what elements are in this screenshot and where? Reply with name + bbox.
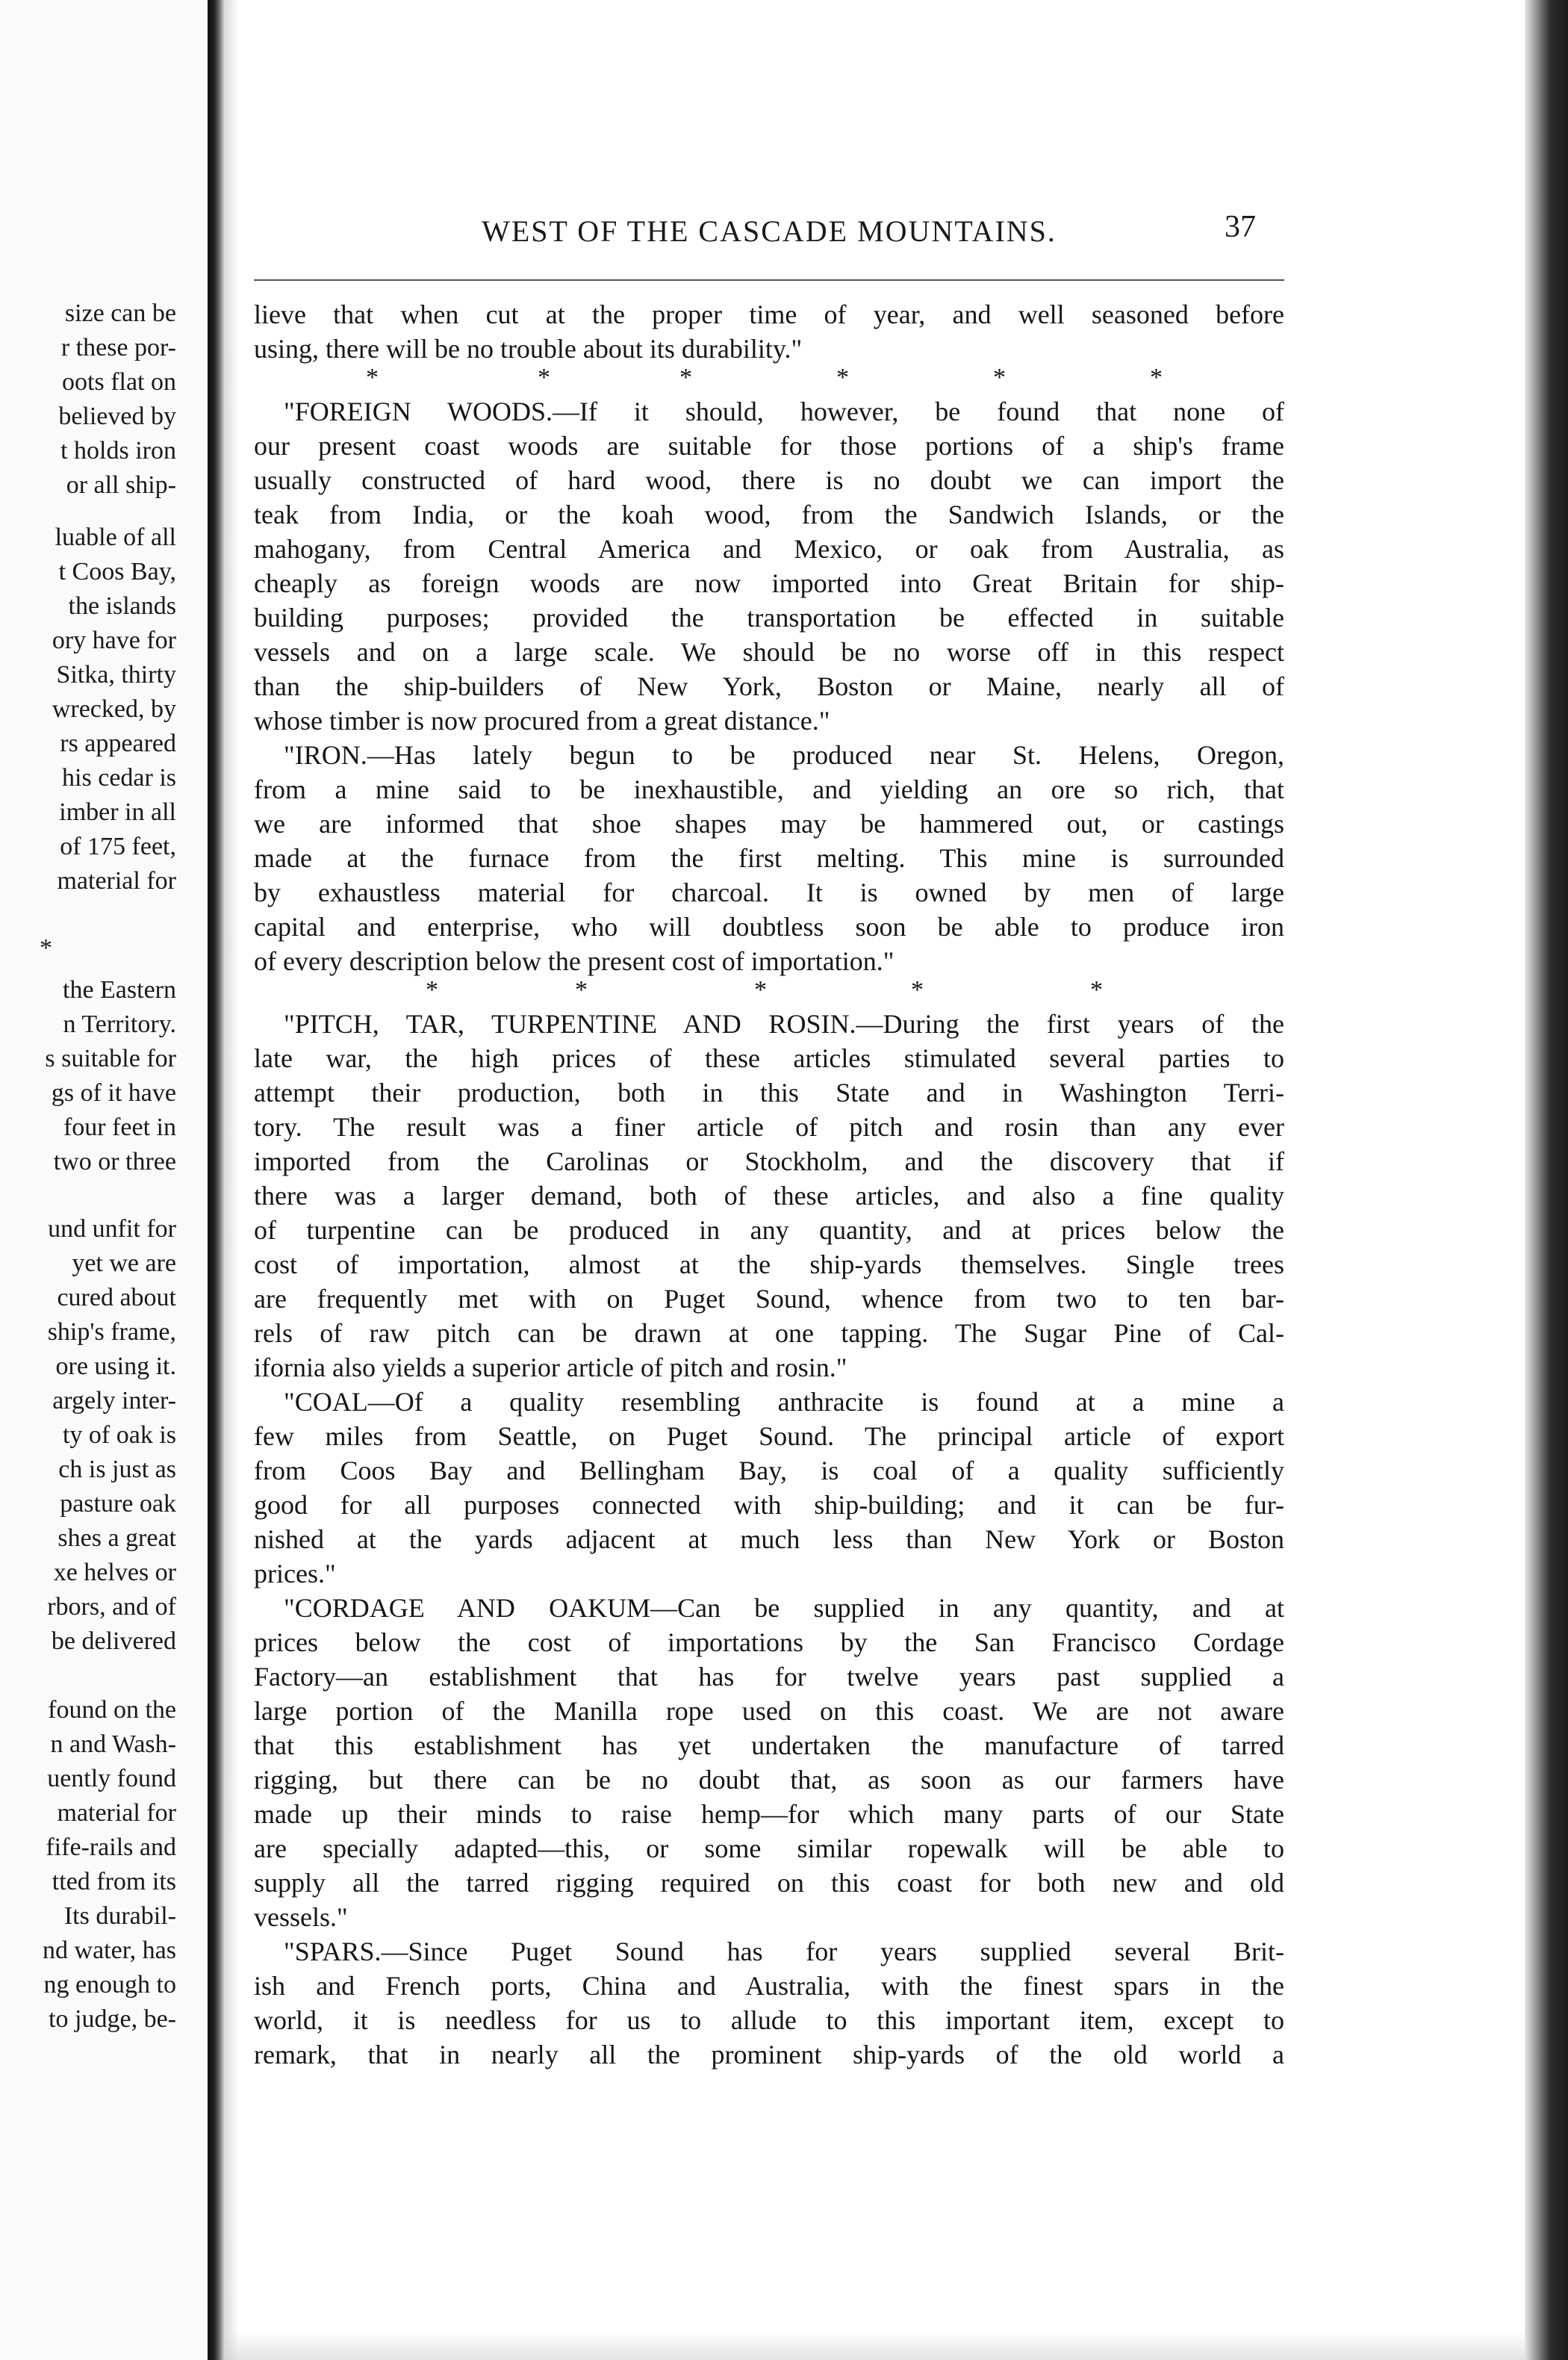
page-edge (1525, 0, 1568, 2360)
text-line: good for all purposes connected with ship-building; and it can be fur- (254, 1490, 1284, 1520)
facing-page-line: nd water, has (43, 1937, 176, 1964)
facing-page-line: or all ship- (66, 471, 176, 499)
running-head: WEST OF THE CASCADE MOUNTAINS. (482, 214, 1057, 248)
facing-page-line: uently found (47, 1765, 176, 1792)
asterisk-glyph: * (754, 976, 767, 1004)
facing-page-line: imber in all (59, 798, 176, 826)
text-line: remark, that in nearly all the prominent ship-yards of the old world a (254, 2040, 1284, 2069)
text-line: "CORDAGE AND OAKUM—Can be supplied in any quantity, and at (284, 1593, 1284, 1623)
text-line: cost of importation, almost at the ship-yards themselves. Single trees (254, 1249, 1284, 1279)
facing-page-line: shes a great (57, 1524, 176, 1552)
text-line: rels of raw pitch can be drawn at one tapping. The Sugar Pine of Cal- (254, 1318, 1284, 1348)
text-line: nished at the yards adjacent at much less than New York or Boston (254, 1524, 1284, 1554)
text-line: tory. The result was a finer article of pitch and rosin than any ever (254, 1112, 1284, 1142)
text-line: supply all the tarred rigging required on this coast for both new and old (254, 1868, 1284, 1898)
facing-page-line: tted from its (52, 1868, 176, 1895)
facing-page-line: ory have for (52, 627, 176, 654)
text-line: of turpentine can be produced in any quantity, and at prices below the (254, 1215, 1284, 1245)
asterisk-glyph: * (366, 364, 379, 391)
text-line: prices below the cost of importations by the San Francisco Cordage (254, 1627, 1284, 1657)
text-line: vessels." (254, 1902, 348, 1932)
facing-page-line: cured about (57, 1284, 176, 1311)
text-line: ifornia also yields a superior article of pitch and rosin." (254, 1353, 847, 1382)
text-line: rigging, but there can be no doubt that, as soon as our farmers have (254, 1765, 1284, 1795)
text-line: there was a larger demand, both of these articles, and also a fine quality (254, 1181, 1284, 1211)
facing-page-line: his cedar is (62, 764, 176, 792)
text-line: late war, the high prices of these articles stimulated several parties to (254, 1043, 1284, 1073)
page-number: 37 (1225, 210, 1256, 244)
facing-page-line: r these por- (60, 334, 176, 361)
asterisk-divider (254, 363, 1284, 393)
asterisk-glyph: * (1090, 976, 1103, 1004)
facing-page-line: pasture oak (60, 1490, 176, 1518)
text-line: "IRON.—Has lately begun to be produced near St. Helens, Oregon, (284, 740, 1284, 770)
facing-page-line: four feet in (63, 1114, 176, 1141)
text-line: Factory—an establishment that has for twelve years past supplied a (254, 1662, 1284, 1692)
facing-page-line: s suitable for (45, 1045, 176, 1072)
asterisk-glyph: * (679, 364, 692, 391)
facing-page-line: argely inter- (52, 1387, 176, 1415)
text-line: vessels and on a large scale. We should be no worse off in this respect (254, 637, 1284, 667)
text-line: mahogany, from Central America and Mexico, or oak from Australia, as (254, 534, 1284, 564)
text-line: that this establishment has yet undertaken the manufacture of tarred (254, 1730, 1284, 1760)
asterisk-glyph: * (993, 364, 1006, 391)
facing-page-line: Its durabil- (63, 1902, 176, 1930)
text-line: large portion of the Manilla rope used on this coast. We are not aware (254, 1696, 1284, 1726)
text-line: of every description below the present cost of importation." (254, 946, 895, 976)
facing-page-line: ng enough to (43, 1971, 176, 1999)
facing-page-line: rs appeared (60, 730, 176, 757)
facing-page-line: the Eastern (63, 976, 176, 1004)
text-line: whose timber is now procured from a great distance." (254, 706, 830, 736)
asterisk-glyph: * (538, 364, 550, 391)
facing-page-line: gs of it have (51, 1079, 176, 1107)
text-line: made up their minds to raise hemp—for which many parts of our State (254, 1799, 1284, 1829)
facing-page-line: und unfit for (48, 1215, 176, 1243)
text-line: prices." (254, 1559, 336, 1589)
facing-page-line: Sitka, thirty (56, 661, 176, 689)
text-line: "FOREIGN WOODS.—If it should, however, be found that none of (284, 397, 1284, 426)
text-line: attempt their production, both in this State and in Washington Terri- (254, 1078, 1284, 1108)
facing-page-fragment (0, 0, 208, 2360)
text-line: from Coos Bay and Bellingham Bay, is coal of a quality sufficiently (254, 1456, 1284, 1485)
facing-page-line: n and Wash- (50, 1730, 176, 1758)
text-line: than the ship-builders of New York, Boston or Maine, nearly all of (254, 671, 1284, 701)
text-line: "SPARS.—Since Puget Sound has for years supplied several Brit- (284, 1937, 1284, 1966)
book-gutter (208, 0, 224, 2360)
asterisk-glyph: * (836, 364, 849, 391)
text-line: "PITCH, TAR, TURPENTINE AND ROSIN.—During the first years of the (284, 1009, 1284, 1039)
text-line: are specially adapted—this, or some similar ropewalk will be able to (254, 1833, 1284, 1863)
facing-page-line: to judge, be- (49, 2005, 176, 2033)
text-line: few miles from Seattle, on Puget Sound. The principal article of export (254, 1421, 1284, 1451)
asterisk-glyph: * (1150, 364, 1163, 391)
header-rule (254, 279, 1284, 281)
text-line: teak from India, or the koah wood, from the Sandwich Islands, or the (254, 500, 1284, 530)
text-line: ish and French ports, China and Australia, with the finest spars in the (254, 1971, 1284, 2001)
text-line: from a mine said to be inexhaustible, and yielding an ore so rich, that (254, 774, 1284, 804)
text-line: cheaply as foreign woods are now imported into Great Britain for ship- (254, 568, 1284, 598)
facing-page-line: ty of oak is (62, 1421, 176, 1449)
facing-page-line: yet we are (72, 1249, 176, 1277)
facing-page-line: ore using it. (55, 1353, 176, 1380)
facing-page-line: material for (57, 1799, 176, 1827)
facing-page-line: be delivered (51, 1627, 176, 1655)
facing-page-line: the islands (68, 592, 176, 620)
page-bottom-shadow (224, 2330, 1525, 2360)
facing-page-line: t Coos Bay, (58, 558, 176, 586)
text-line: made at the furnace from the first melting. This mine is surrounded (254, 843, 1284, 873)
text-line: usually constructed of hard wood, there is no doubt we can import the (254, 465, 1284, 495)
text-line: are frequently met with on Puget Sound, whence from two to ten bar- (254, 1284, 1284, 1314)
facing-page-line: found on the (48, 1696, 176, 1724)
text-line: our present coast woods are suitable for those portions of a ship's frame (254, 431, 1284, 461)
text-line: capital and enterprise, who will doubtless soon be able to produce iron (254, 912, 1284, 942)
text-line: building purposes; provided the transportation be effected in suitable (254, 603, 1284, 633)
text-line: we are informed that shoe shapes may be hammered out, or castings (254, 809, 1284, 839)
text-line: imported from the Carolinas or Stockholm, and the discovery that if (254, 1146, 1284, 1176)
facing-page-line: luable of all (55, 524, 176, 551)
facing-page-line: wrecked, by (52, 695, 176, 723)
facing-page-line: oots flat on (62, 368, 176, 396)
asterisk-divider (254, 975, 1284, 1005)
facing-page-line: fife-rails and (46, 1833, 176, 1861)
asterisk-glyph: * (911, 976, 924, 1004)
facing-page-line: rbors, and of (47, 1593, 176, 1621)
text-line: world, it is needless for us to allude to this important item, except to (254, 2005, 1284, 2035)
facing-page-line: * (40, 934, 52, 962)
facing-page-line: ch is just as (58, 1456, 176, 1483)
facing-page-line: ship's frame, (47, 1318, 176, 1346)
asterisk-glyph: * (575, 976, 588, 1004)
page-fold-shadow (224, 0, 239, 2360)
text-line: lieve that when cut at the proper time of year, and well seasoned before (254, 299, 1284, 329)
facing-page-line: t holds iron (60, 437, 176, 465)
facing-page-line: believed by (58, 403, 176, 430)
facing-page-line: of 175 feet, (60, 833, 176, 860)
text-line: using, there will be no trouble about its durability." (254, 334, 803, 364)
facing-page-line: two or three (53, 1148, 176, 1176)
facing-page-line: xe helves or (53, 1559, 176, 1586)
text-line: by exhaustless material for charcoal. It is owned by men of large (254, 878, 1284, 907)
facing-page-line: material for (57, 867, 176, 895)
asterisk-glyph: * (426, 976, 438, 1004)
facing-page-line: n Territory. (63, 1010, 176, 1038)
facing-page-line: size can be (64, 299, 176, 327)
text-line: "COAL—Of a quality resembling anthracite is found at a mine a (284, 1387, 1284, 1417)
